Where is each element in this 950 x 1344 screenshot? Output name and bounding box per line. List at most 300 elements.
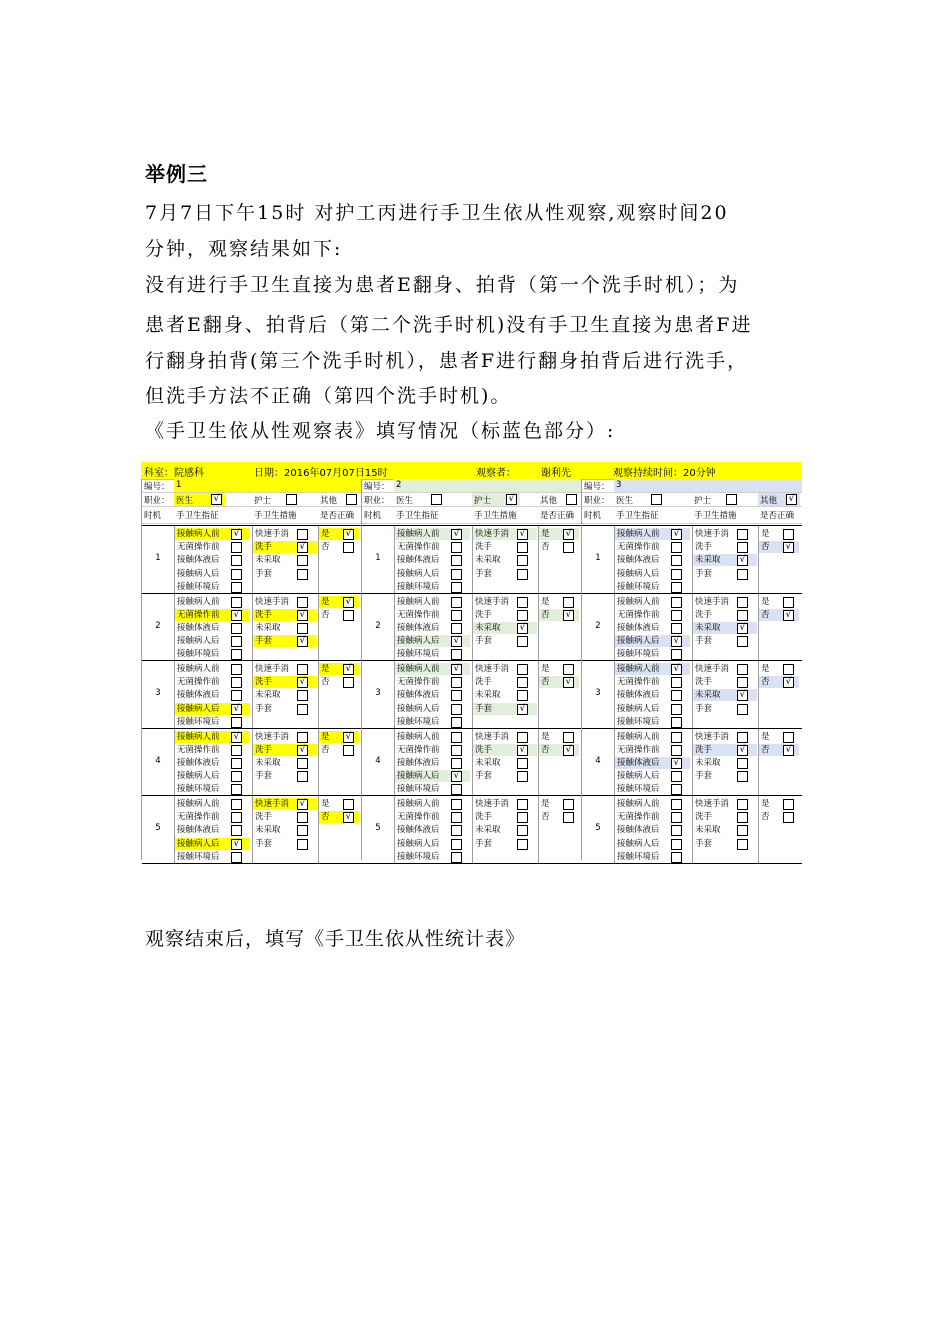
indication-item-checkbox[interactable]: √ xyxy=(671,529,682,540)
action-item-checkbox[interactable] xyxy=(297,839,308,850)
indication-item-checkbox[interactable] xyxy=(451,555,462,566)
action-item-checkbox[interactable]: √ xyxy=(517,745,528,756)
job-row xyxy=(142,493,362,507)
action-item-checkbox[interactable] xyxy=(737,704,748,715)
action-item xyxy=(253,798,317,810)
section-heading: 举例三 xyxy=(145,162,208,186)
indication-item-checkbox[interactable]: √ xyxy=(671,664,682,675)
occasion-block xyxy=(362,795,582,864)
action-item-checkbox[interactable] xyxy=(517,690,528,701)
indication-item xyxy=(175,676,250,688)
indication-item-checkbox[interactable] xyxy=(451,732,462,743)
indication-item-checkbox[interactable] xyxy=(231,582,242,593)
correct-item-label: 否 xyxy=(761,677,770,688)
action-item-checkbox[interactable]: √ xyxy=(517,529,528,540)
action-item-checkbox[interactable] xyxy=(297,597,308,608)
indication-item-checkbox[interactable] xyxy=(451,649,462,660)
action-item-checkbox[interactable] xyxy=(517,677,528,688)
action-item-checkbox[interactable] xyxy=(737,542,748,553)
action-item-checkbox[interactable] xyxy=(517,597,528,608)
indication-item-checkbox[interactable] xyxy=(451,799,462,810)
correct-item-checkbox[interactable] xyxy=(343,542,354,553)
correct-item-checkbox[interactable] xyxy=(783,664,794,675)
indication-item-checkbox[interactable] xyxy=(231,649,242,660)
action-item-label: 快速手消 xyxy=(255,731,290,742)
job-checkbox[interactable] xyxy=(431,494,442,505)
action-item-checkbox[interactable] xyxy=(517,610,528,621)
action-item xyxy=(253,528,317,540)
action-item-label: 未采取 xyxy=(255,757,281,768)
indication-item-label: 接触体液后 xyxy=(397,622,440,633)
indication-item xyxy=(615,596,690,608)
action-item-label: 快速手消 xyxy=(475,799,510,809)
correct-item-label: 是 xyxy=(321,529,330,539)
duration-label: 观察持续时间：20分钟 xyxy=(613,468,716,479)
indication-item-checkbox[interactable] xyxy=(231,784,242,795)
action-item-checkbox[interactable]: √ xyxy=(297,745,308,756)
occasion-block xyxy=(362,728,582,797)
action-item-label: 手套 xyxy=(255,771,273,782)
indication-item-checkbox[interactable] xyxy=(671,582,682,593)
indication-item-checkbox[interactable] xyxy=(231,690,242,701)
indication-item-label: 接触病人前 xyxy=(617,529,660,539)
indication-item-checkbox[interactable] xyxy=(231,717,242,728)
action-item-label: 洗手 xyxy=(695,744,713,755)
indication-item xyxy=(175,770,250,782)
indication-item-checkbox[interactable] xyxy=(451,677,462,688)
action-item-label: 手套 xyxy=(475,568,493,579)
correct-item-checkbox[interactable] xyxy=(343,799,354,810)
indication-item xyxy=(175,811,250,823)
correct-item xyxy=(759,798,799,810)
indication-item-checkbox[interactable]: √ xyxy=(451,664,462,675)
observation-panel-3 xyxy=(581,479,802,860)
indication-item-checkbox[interactable] xyxy=(451,745,462,756)
indication-item xyxy=(175,554,250,566)
indication-item-checkbox[interactable] xyxy=(231,623,242,634)
indication-item-checkbox[interactable] xyxy=(671,784,682,795)
indication-item-checkbox[interactable] xyxy=(451,597,462,608)
indication-item-label: 接触病人前 xyxy=(617,596,660,607)
correct-item xyxy=(539,744,579,756)
action-item-checkbox[interactable] xyxy=(297,732,308,743)
action-item xyxy=(693,770,757,782)
action-item-checkbox[interactable] xyxy=(737,839,748,850)
indication-item-checkbox[interactable] xyxy=(671,690,682,701)
indication-item-label: 接触环境后 xyxy=(617,581,660,592)
indication-item-checkbox[interactable]: √ xyxy=(231,839,242,850)
indication-item-checkbox[interactable] xyxy=(231,758,242,769)
job-checkbox[interactable]: √ xyxy=(786,494,797,505)
job-checkbox[interactable] xyxy=(346,494,357,505)
job-checkbox[interactable]: √ xyxy=(211,494,222,505)
action-item-label: 洗手 xyxy=(475,542,493,553)
id-highlight xyxy=(614,479,802,492)
form-bottom-border xyxy=(362,863,582,864)
indication-item xyxy=(615,744,690,756)
indication-item-checkbox[interactable] xyxy=(451,582,462,593)
action-item-checkbox[interactable] xyxy=(297,664,308,675)
action-item-checkbox[interactable] xyxy=(737,610,748,621)
correct-item-checkbox[interactable] xyxy=(563,799,574,810)
indication-item-checkbox[interactable]: √ xyxy=(231,610,242,621)
job-checkbox[interactable] xyxy=(651,494,662,505)
indication-item-checkbox[interactable] xyxy=(671,852,682,863)
indication-item-checkbox[interactable] xyxy=(231,799,242,810)
column-header-row xyxy=(362,507,582,524)
correct-item-checkbox[interactable]: √ xyxy=(563,610,574,621)
action-item xyxy=(253,838,317,850)
indication-item-checkbox[interactable]: √ xyxy=(451,636,462,647)
indication-item-checkbox[interactable] xyxy=(451,717,462,728)
indication-item-label: 接触体液后 xyxy=(397,757,440,768)
indication-item-checkbox[interactable] xyxy=(671,745,682,756)
action-item xyxy=(473,770,537,782)
indication-item-label: 接触病人后 xyxy=(177,636,220,647)
correct-item xyxy=(759,541,799,553)
indication-item-checkbox[interactable] xyxy=(671,732,682,743)
indication-item xyxy=(615,622,690,634)
indication-item-label: 接触环境后 xyxy=(177,581,220,592)
indication-item-checkbox[interactable] xyxy=(671,839,682,850)
action-item-checkbox[interactable] xyxy=(297,569,308,580)
action-item-label: 未采取 xyxy=(695,757,721,768)
column-header-row xyxy=(142,507,362,524)
indication-item-checkbox[interactable] xyxy=(451,542,462,553)
indication-item-checkbox[interactable] xyxy=(671,812,682,823)
indication-item xyxy=(395,648,470,660)
action-item-checkbox[interactable]: √ xyxy=(737,623,748,634)
action-item-checkbox[interactable] xyxy=(517,664,528,675)
correct-item-checkbox[interactable] xyxy=(563,812,574,823)
action-item-checkbox[interactable] xyxy=(517,799,528,810)
correct-item-checkbox[interactable] xyxy=(563,597,574,608)
correct-item xyxy=(319,609,359,621)
correct-item-label: 是 xyxy=(321,596,330,607)
indication-item-label: 接触体液后 xyxy=(617,555,660,566)
indication-item-checkbox[interactable] xyxy=(231,812,242,823)
form-header xyxy=(141,462,801,480)
action-item-checkbox[interactable]: √ xyxy=(297,636,308,647)
correct-item-checkbox[interactable]: √ xyxy=(783,677,794,688)
indication-item-checkbox[interactable]: √ xyxy=(231,704,242,715)
indication-item-checkbox[interactable] xyxy=(671,825,682,836)
action-item xyxy=(473,635,537,647)
correct-item-checkbox[interactable] xyxy=(783,597,794,608)
action-item-checkbox[interactable] xyxy=(297,825,308,836)
action-item-checkbox[interactable] xyxy=(737,812,748,823)
action-item-checkbox[interactable] xyxy=(737,597,748,608)
indication-item-label: 接触病人前 xyxy=(397,799,440,809)
correct-item xyxy=(759,676,799,688)
indication-item-checkbox[interactable]: √ xyxy=(231,529,242,540)
indication-item-checkbox[interactable]: √ xyxy=(451,529,462,540)
job-checkbox[interactable] xyxy=(726,494,737,505)
indication-item-checkbox[interactable] xyxy=(671,799,682,810)
indication-item-checkbox[interactable] xyxy=(231,597,242,608)
col-correct-header: 是否正确 xyxy=(320,511,355,521)
indication-item-checkbox[interactable] xyxy=(671,569,682,580)
indication-item-checkbox[interactable] xyxy=(231,771,242,782)
correct-item-checkbox[interactable] xyxy=(343,610,354,621)
action-item-label: 快速手消 xyxy=(475,529,510,539)
action-item-checkbox[interactable] xyxy=(737,825,748,836)
correct-item-label: 是 xyxy=(321,664,330,674)
id-label: 编号： xyxy=(144,482,170,492)
indication-item-label: 接触病人后 xyxy=(617,771,660,782)
action-item-checkbox[interactable] xyxy=(737,636,748,647)
indication-item-checkbox[interactable] xyxy=(671,649,682,660)
action-item xyxy=(253,676,317,688)
correct-item xyxy=(319,676,359,688)
action-item-label: 未采取 xyxy=(475,555,501,566)
indication-item-label: 接触病人前 xyxy=(397,596,440,607)
correct-item-label: 是 xyxy=(321,799,330,809)
job-label: 职业： xyxy=(584,496,610,506)
action-item-checkbox[interactable] xyxy=(517,825,528,836)
indication-item-checkbox[interactable] xyxy=(231,569,242,580)
action-item-checkbox[interactable] xyxy=(737,677,748,688)
indication-item-label: 接触病人后 xyxy=(397,636,440,647)
action-item xyxy=(473,622,537,634)
correct-item-label: 是 xyxy=(761,731,770,742)
action-item-checkbox[interactable] xyxy=(517,839,528,850)
indication-item-checkbox[interactable] xyxy=(231,555,242,566)
action-item-checkbox[interactable] xyxy=(297,555,308,566)
indication-item-checkbox[interactable] xyxy=(451,758,462,769)
indication-item-checkbox[interactable] xyxy=(671,610,682,621)
job-checkbox[interactable] xyxy=(286,494,297,505)
occasion-block xyxy=(362,525,582,594)
indication-item-checkbox[interactable] xyxy=(451,610,462,621)
column-header-row xyxy=(582,507,802,524)
correct-item-checkbox[interactable] xyxy=(783,799,794,810)
action-item-label: 快速手消 xyxy=(695,664,730,674)
correct-item-checkbox[interactable]: √ xyxy=(783,542,794,553)
indication-item-label: 无菌操作前 xyxy=(397,609,440,620)
action-item-checkbox[interactable] xyxy=(297,690,308,701)
action-item-label: 未采取 xyxy=(255,622,281,633)
indication-item-checkbox[interactable] xyxy=(671,623,682,634)
action-item-checkbox[interactable] xyxy=(517,542,528,553)
action-item-checkbox[interactable] xyxy=(737,569,748,580)
indication-item-checkbox[interactable]: √ xyxy=(451,771,462,782)
indication-item xyxy=(175,703,250,715)
indication-item-checkbox[interactable] xyxy=(451,812,462,823)
correct-item-checkbox[interactable] xyxy=(343,745,354,756)
correct-item-checkbox[interactable]: √ xyxy=(343,812,354,823)
action-item-checkbox[interactable] xyxy=(517,812,528,823)
correct-item xyxy=(759,528,799,540)
action-item-checkbox[interactable] xyxy=(517,758,528,769)
indication-item-label: 接触体液后 xyxy=(177,622,220,633)
indication-item-checkbox[interactable] xyxy=(231,852,242,863)
indication-item-checkbox[interactable] xyxy=(231,636,242,647)
indication-item-label: 无菌操作前 xyxy=(397,677,440,688)
indication-item-label: 无菌操作前 xyxy=(177,744,220,755)
action-item-checkbox[interactable]: √ xyxy=(297,610,308,621)
action-item-checkbox[interactable] xyxy=(297,758,308,769)
indication-item-label: 无菌操作前 xyxy=(397,744,440,755)
occasion-block xyxy=(362,593,582,662)
action-item-checkbox[interactable] xyxy=(297,529,308,540)
indication-item-label: 接触病人前 xyxy=(177,799,220,809)
job-option-label: 其他 xyxy=(540,496,558,506)
indication-item xyxy=(615,581,690,593)
indication-item-checkbox[interactable] xyxy=(671,597,682,608)
correct-item-checkbox[interactable] xyxy=(783,529,794,540)
correct-item-checkbox[interactable]: √ xyxy=(783,610,794,621)
id-row xyxy=(142,479,362,493)
action-item-checkbox[interactable] xyxy=(297,812,308,823)
indication-item-checkbox[interactable] xyxy=(671,771,682,782)
indication-item-label: 接触体液后 xyxy=(617,825,660,836)
correct-item-checkbox[interactable]: √ xyxy=(343,732,354,743)
action-item-checkbox[interactable] xyxy=(737,758,748,769)
action-item xyxy=(693,635,757,647)
action-item-label: 手套 xyxy=(475,703,493,714)
indication-item-checkbox[interactable] xyxy=(231,664,242,675)
job-checkbox[interactable]: √ xyxy=(506,494,517,505)
action-item-label: 快速手消 xyxy=(475,731,510,742)
footer-text: 观察结束后，填写《手卫生依从性统计表》 xyxy=(145,928,526,950)
indication-item-checkbox[interactable] xyxy=(451,704,462,715)
indication-item-label: 无菌操作前 xyxy=(397,812,440,823)
action-item-checkbox[interactable]: √ xyxy=(517,704,528,715)
correct-item-label: 是 xyxy=(541,596,550,607)
observation-panel-2 xyxy=(361,479,582,860)
action-item xyxy=(253,824,317,836)
action-item-checkbox[interactable]: √ xyxy=(297,542,308,553)
indication-item-label: 接触体液后 xyxy=(397,825,440,836)
action-item-checkbox[interactable]: √ xyxy=(297,799,308,810)
indication-item-checkbox[interactable] xyxy=(671,677,682,688)
correct-item xyxy=(759,731,799,743)
correct-item-checkbox[interactable]: √ xyxy=(343,664,354,675)
action-item-checkbox[interactable] xyxy=(297,623,308,634)
action-item-checkbox[interactable] xyxy=(737,664,748,675)
action-item-checkbox[interactable] xyxy=(737,529,748,540)
correct-item-label: 否 xyxy=(321,677,330,688)
id-label: 编号： xyxy=(584,482,610,492)
indication-item-checkbox[interactable]: √ xyxy=(231,732,242,743)
indication-item xyxy=(615,798,690,810)
action-item-checkbox[interactable] xyxy=(737,799,748,810)
correct-item-label: 是 xyxy=(321,731,330,742)
correct-item xyxy=(759,663,799,675)
indication-item xyxy=(615,635,690,647)
action-item-checkbox[interactable] xyxy=(297,771,308,782)
action-item-checkbox[interactable] xyxy=(737,732,748,743)
correct-item-checkbox[interactable]: √ xyxy=(343,597,354,608)
intro-line-4: 患者E翻身、拍背后（第二个洗手时机)没有手卫生直接为患者F进 xyxy=(145,314,753,336)
action-item-checkbox[interactable] xyxy=(297,704,308,715)
indication-item xyxy=(395,554,470,566)
indication-item-checkbox[interactable] xyxy=(451,852,462,863)
action-item-label: 洗手 xyxy=(255,542,273,553)
correct-item xyxy=(539,541,579,553)
indication-item-checkbox[interactable] xyxy=(451,623,462,634)
action-item-checkbox[interactable] xyxy=(517,569,528,580)
indication-item-checkbox[interactable] xyxy=(671,542,682,553)
action-item xyxy=(693,744,757,756)
indication-item-checkbox[interactable] xyxy=(671,717,682,728)
action-item-checkbox[interactable] xyxy=(517,732,528,743)
indication-item xyxy=(175,596,250,608)
action-item-checkbox[interactable] xyxy=(517,555,528,566)
indication-item-checkbox[interactable] xyxy=(671,704,682,715)
action-item-checkbox[interactable]: √ xyxy=(517,623,528,634)
indication-item-checkbox[interactable] xyxy=(451,569,462,580)
indication-item-checkbox[interactable] xyxy=(231,677,242,688)
correct-item-checkbox[interactable]: √ xyxy=(563,745,574,756)
intro-line-6: 但洗手方法不正确（第四个洗手时机)。 xyxy=(145,385,512,407)
indication-item-checkbox[interactable]: √ xyxy=(671,636,682,647)
action-item xyxy=(693,568,757,580)
indication-item xyxy=(175,581,250,593)
action-item-checkbox[interactable] xyxy=(517,771,528,782)
indication-item-checkbox[interactable] xyxy=(231,542,242,553)
action-item-checkbox[interactable]: √ xyxy=(737,555,748,566)
action-item-checkbox[interactable]: √ xyxy=(737,690,748,701)
correct-item-checkbox[interactable]: √ xyxy=(783,745,794,756)
indication-item-label: 接触病人后 xyxy=(397,703,440,714)
indication-item xyxy=(395,744,470,756)
col-time-header: 时机 xyxy=(364,511,382,521)
action-item xyxy=(693,622,757,634)
col-action-header: 手卫生措施 xyxy=(474,511,517,521)
correct-item-checkbox[interactable] xyxy=(563,664,574,675)
indication-item-checkbox[interactable]: √ xyxy=(671,758,682,769)
observer-name: 谢利先 xyxy=(541,468,571,479)
indication-item-label: 接触环境后 xyxy=(177,851,220,862)
action-item xyxy=(473,609,537,621)
indication-item-checkbox[interactable] xyxy=(671,555,682,566)
action-item-checkbox[interactable]: √ xyxy=(737,745,748,756)
indication-item xyxy=(615,811,690,823)
indication-item-checkbox[interactable] xyxy=(451,690,462,701)
correct-item-checkbox[interactable] xyxy=(783,732,794,743)
indication-item-checkbox[interactable] xyxy=(451,839,462,850)
action-item-label: 快速手消 xyxy=(475,596,510,607)
correct-item-label: 否 xyxy=(761,812,770,823)
correct-item-checkbox[interactable]: √ xyxy=(343,529,354,540)
indication-item-label: 接触体液后 xyxy=(177,555,220,566)
occasion-number: 2 xyxy=(155,620,161,631)
job-checkbox[interactable] xyxy=(566,494,577,505)
indication-item-label: 接触环境后 xyxy=(397,851,440,862)
action-item xyxy=(253,757,317,769)
correct-item-checkbox[interactable] xyxy=(563,732,574,743)
indication-item-checkbox[interactable] xyxy=(231,745,242,756)
correct-item-checkbox[interactable] xyxy=(343,677,354,688)
indication-item xyxy=(395,838,470,850)
department-label: 科室：院感科 xyxy=(144,468,204,479)
correct-item-checkbox[interactable]: √ xyxy=(563,677,574,688)
indication-item xyxy=(615,554,690,566)
action-item-checkbox[interactable] xyxy=(737,771,748,782)
indication-item-label: 无菌操作前 xyxy=(177,812,220,823)
correct-item-checkbox[interactable]: √ xyxy=(563,529,574,540)
action-item-checkbox[interactable] xyxy=(517,636,528,647)
indication-item-checkbox[interactable] xyxy=(451,784,462,795)
correct-item-checkbox[interactable] xyxy=(563,542,574,553)
indication-item-checkbox[interactable] xyxy=(451,825,462,836)
action-item-checkbox[interactable]: √ xyxy=(297,677,308,688)
indication-item-checkbox[interactable] xyxy=(231,825,242,836)
indication-item-label: 接触病人后 xyxy=(397,568,440,579)
correct-item-checkbox[interactable] xyxy=(783,812,794,823)
